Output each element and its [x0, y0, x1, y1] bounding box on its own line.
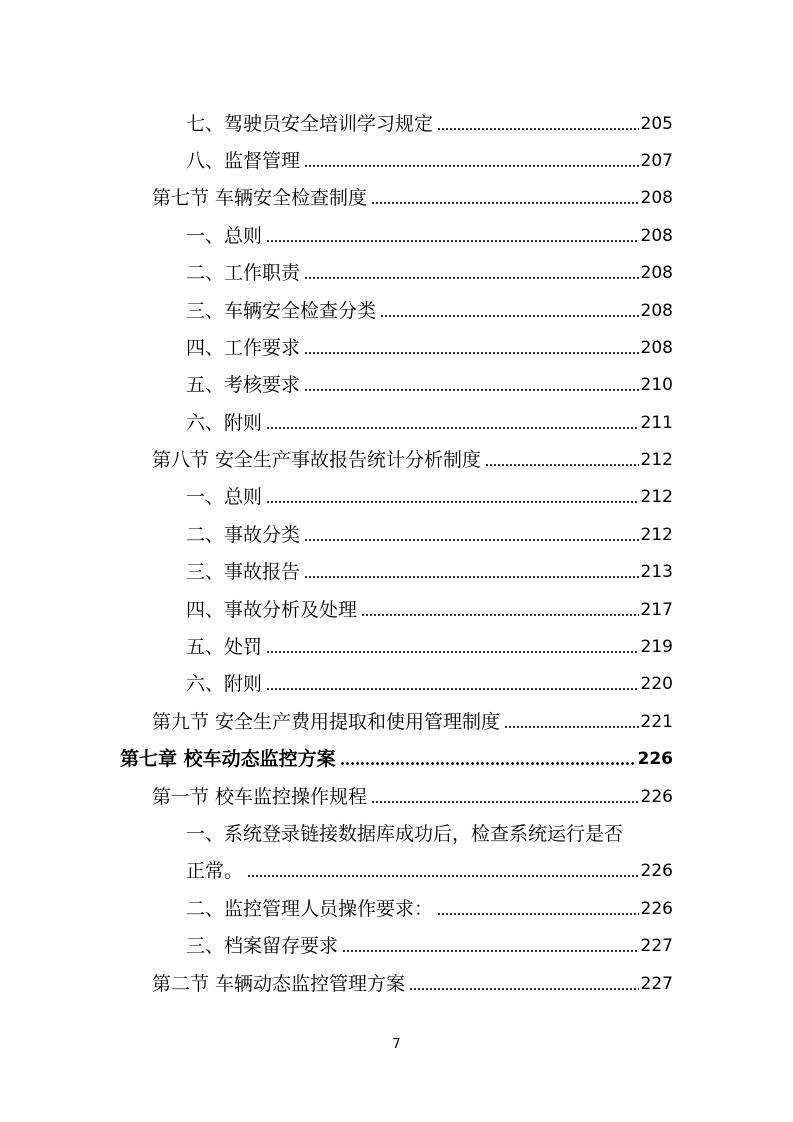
- dot-leader: [266, 492, 639, 504]
- dot-leader: [371, 792, 639, 804]
- toc-entry[interactable]: [186, 585, 673, 622]
- dot-leader: [342, 941, 639, 953]
- toc-section-entry[interactable]: [152, 959, 673, 996]
- dot-leader: [304, 380, 639, 392]
- toc-section-entry[interactable]: [152, 697, 673, 734]
- toc-entry-page: 213: [640, 562, 673, 582]
- dot-leader: [437, 119, 639, 131]
- toc-entry-page: 208: [640, 226, 673, 246]
- toc-entry-page: 210: [640, 375, 673, 395]
- dot-leader: [247, 866, 639, 878]
- dot-leader: [437, 904, 639, 916]
- toc-entry[interactable]: [186, 547, 673, 584]
- dot-leader: [266, 642, 639, 654]
- toc-entry[interactable]: [186, 211, 673, 248]
- toc-entry-label: 六、附则: [186, 673, 263, 695]
- dot-leader: [304, 156, 639, 168]
- toc-entry[interactable]: [186, 99, 673, 136]
- toc-entry[interactable]: [186, 360, 673, 397]
- toc-entry-label: 三、车辆安全检查分类: [186, 300, 377, 322]
- dot-leader: [266, 418, 639, 430]
- toc-entry[interactable]: [186, 398, 673, 435]
- toc-entry-page: 208: [640, 301, 673, 321]
- toc-entry-page: 211: [640, 413, 673, 433]
- toc-entry-label: 一、系统登录链接数据库成功后，检查系统运行是否: [186, 823, 624, 845]
- dot-leader: [266, 231, 639, 243]
- toc-entry[interactable]: [186, 323, 673, 360]
- page-number: 7: [392, 1037, 401, 1052]
- toc-entry-page: 226: [640, 861, 673, 881]
- toc-entry-page: 217: [640, 600, 673, 620]
- toc-entry-label: 五、考核要求: [186, 374, 301, 396]
- toc-entry-page: 226: [637, 749, 673, 769]
- toc-chapter-entry[interactable]: [120, 734, 673, 771]
- toc-entry-page: 221: [640, 712, 673, 732]
- toc-entry-page: 207: [640, 151, 673, 171]
- toc-entry-page: 212: [640, 450, 673, 470]
- toc-entry-label: 二、工作职责: [186, 262, 301, 284]
- toc-entry[interactable]: [186, 846, 673, 883]
- toc-entry-label: 第七节 车辆安全检查制度: [152, 187, 368, 209]
- dot-leader: [485, 455, 639, 467]
- dot-leader: [409, 979, 639, 991]
- toc-entry-page: 212: [640, 525, 673, 545]
- toc-section-entry[interactable]: [152, 173, 673, 210]
- toc-entry-page: 219: [640, 637, 673, 657]
- toc-entry[interactable]: [186, 884, 673, 921]
- toc-entry-page: 208: [640, 263, 673, 283]
- toc-section-entry[interactable]: [152, 435, 673, 472]
- toc-entry-label: 三、事故报告: [186, 561, 301, 583]
- toc-entry-page: 220: [640, 674, 673, 694]
- dot-leader: [304, 343, 639, 355]
- toc-entry-wrapped-line[interactable]: [186, 809, 673, 846]
- toc-entry-label: 五、处罚: [186, 636, 263, 658]
- dot-leader: [266, 679, 639, 691]
- dot-leader: [380, 306, 639, 318]
- toc-entry-label: 第八节 安全生产事故报告统计分析制度: [152, 449, 482, 471]
- toc-entry[interactable]: [186, 248, 673, 285]
- toc-entry[interactable]: [186, 510, 673, 547]
- toc-entry[interactable]: [186, 921, 673, 958]
- toc-entry-page: 226: [640, 899, 673, 919]
- dot-leader: [304, 268, 639, 280]
- toc-entry-page: 227: [640, 936, 673, 956]
- toc-entry-label: 一、总则: [186, 225, 263, 247]
- toc-entry-page: 226: [640, 787, 673, 807]
- dot-leader: [304, 530, 639, 542]
- toc-entry-label: 四、事故分析及处理: [186, 599, 358, 621]
- toc-entry[interactable]: [186, 286, 673, 323]
- toc-section-entry[interactable]: [152, 772, 673, 809]
- toc-entry-label: 四、工作要求: [186, 337, 301, 359]
- toc-entry-label: 第一节 校车监控操作规程: [152, 786, 368, 808]
- toc-entry-label: 第二节 车辆动态监控管理方案: [152, 973, 406, 995]
- toc-entry[interactable]: [186, 472, 673, 509]
- toc-entry[interactable]: [186, 136, 673, 173]
- toc-entry-label: 第九节 安全生产费用提取和使用管理制度: [152, 711, 501, 733]
- dot-leader: [371, 193, 639, 205]
- toc-entry-label: 二、监控管理人员操作要求：: [186, 898, 434, 920]
- toc-entry-label: 正常。: [186, 860, 244, 882]
- dot-leader: [304, 567, 639, 579]
- toc-entry-page: 208: [640, 338, 673, 358]
- dot-leader: [504, 717, 639, 729]
- dot-leader: [361, 605, 639, 617]
- toc-entry-label: 七、驾驶员安全培训学习规定: [186, 113, 434, 135]
- toc-entry-label: 三、档案留存要求: [186, 935, 339, 957]
- toc-entry[interactable]: [186, 659, 673, 696]
- toc-entry-label: 八、监督管理: [186, 150, 301, 172]
- toc-entry-label: 一、总则: [186, 486, 263, 508]
- toc-entry-page: 212: [640, 487, 673, 507]
- toc-entry-label: 二、事故分类: [186, 524, 301, 546]
- dot-leader: [340, 754, 636, 766]
- toc-entry-label: 第七章 校车动态监控方案: [120, 748, 336, 770]
- toc-entry[interactable]: [186, 622, 673, 659]
- toc-entry-label: 六、附则: [186, 412, 263, 434]
- toc-entry-page: 205: [640, 114, 673, 134]
- toc-entry-page: 208: [640, 188, 673, 208]
- toc-entry-page: 227: [640, 974, 673, 994]
